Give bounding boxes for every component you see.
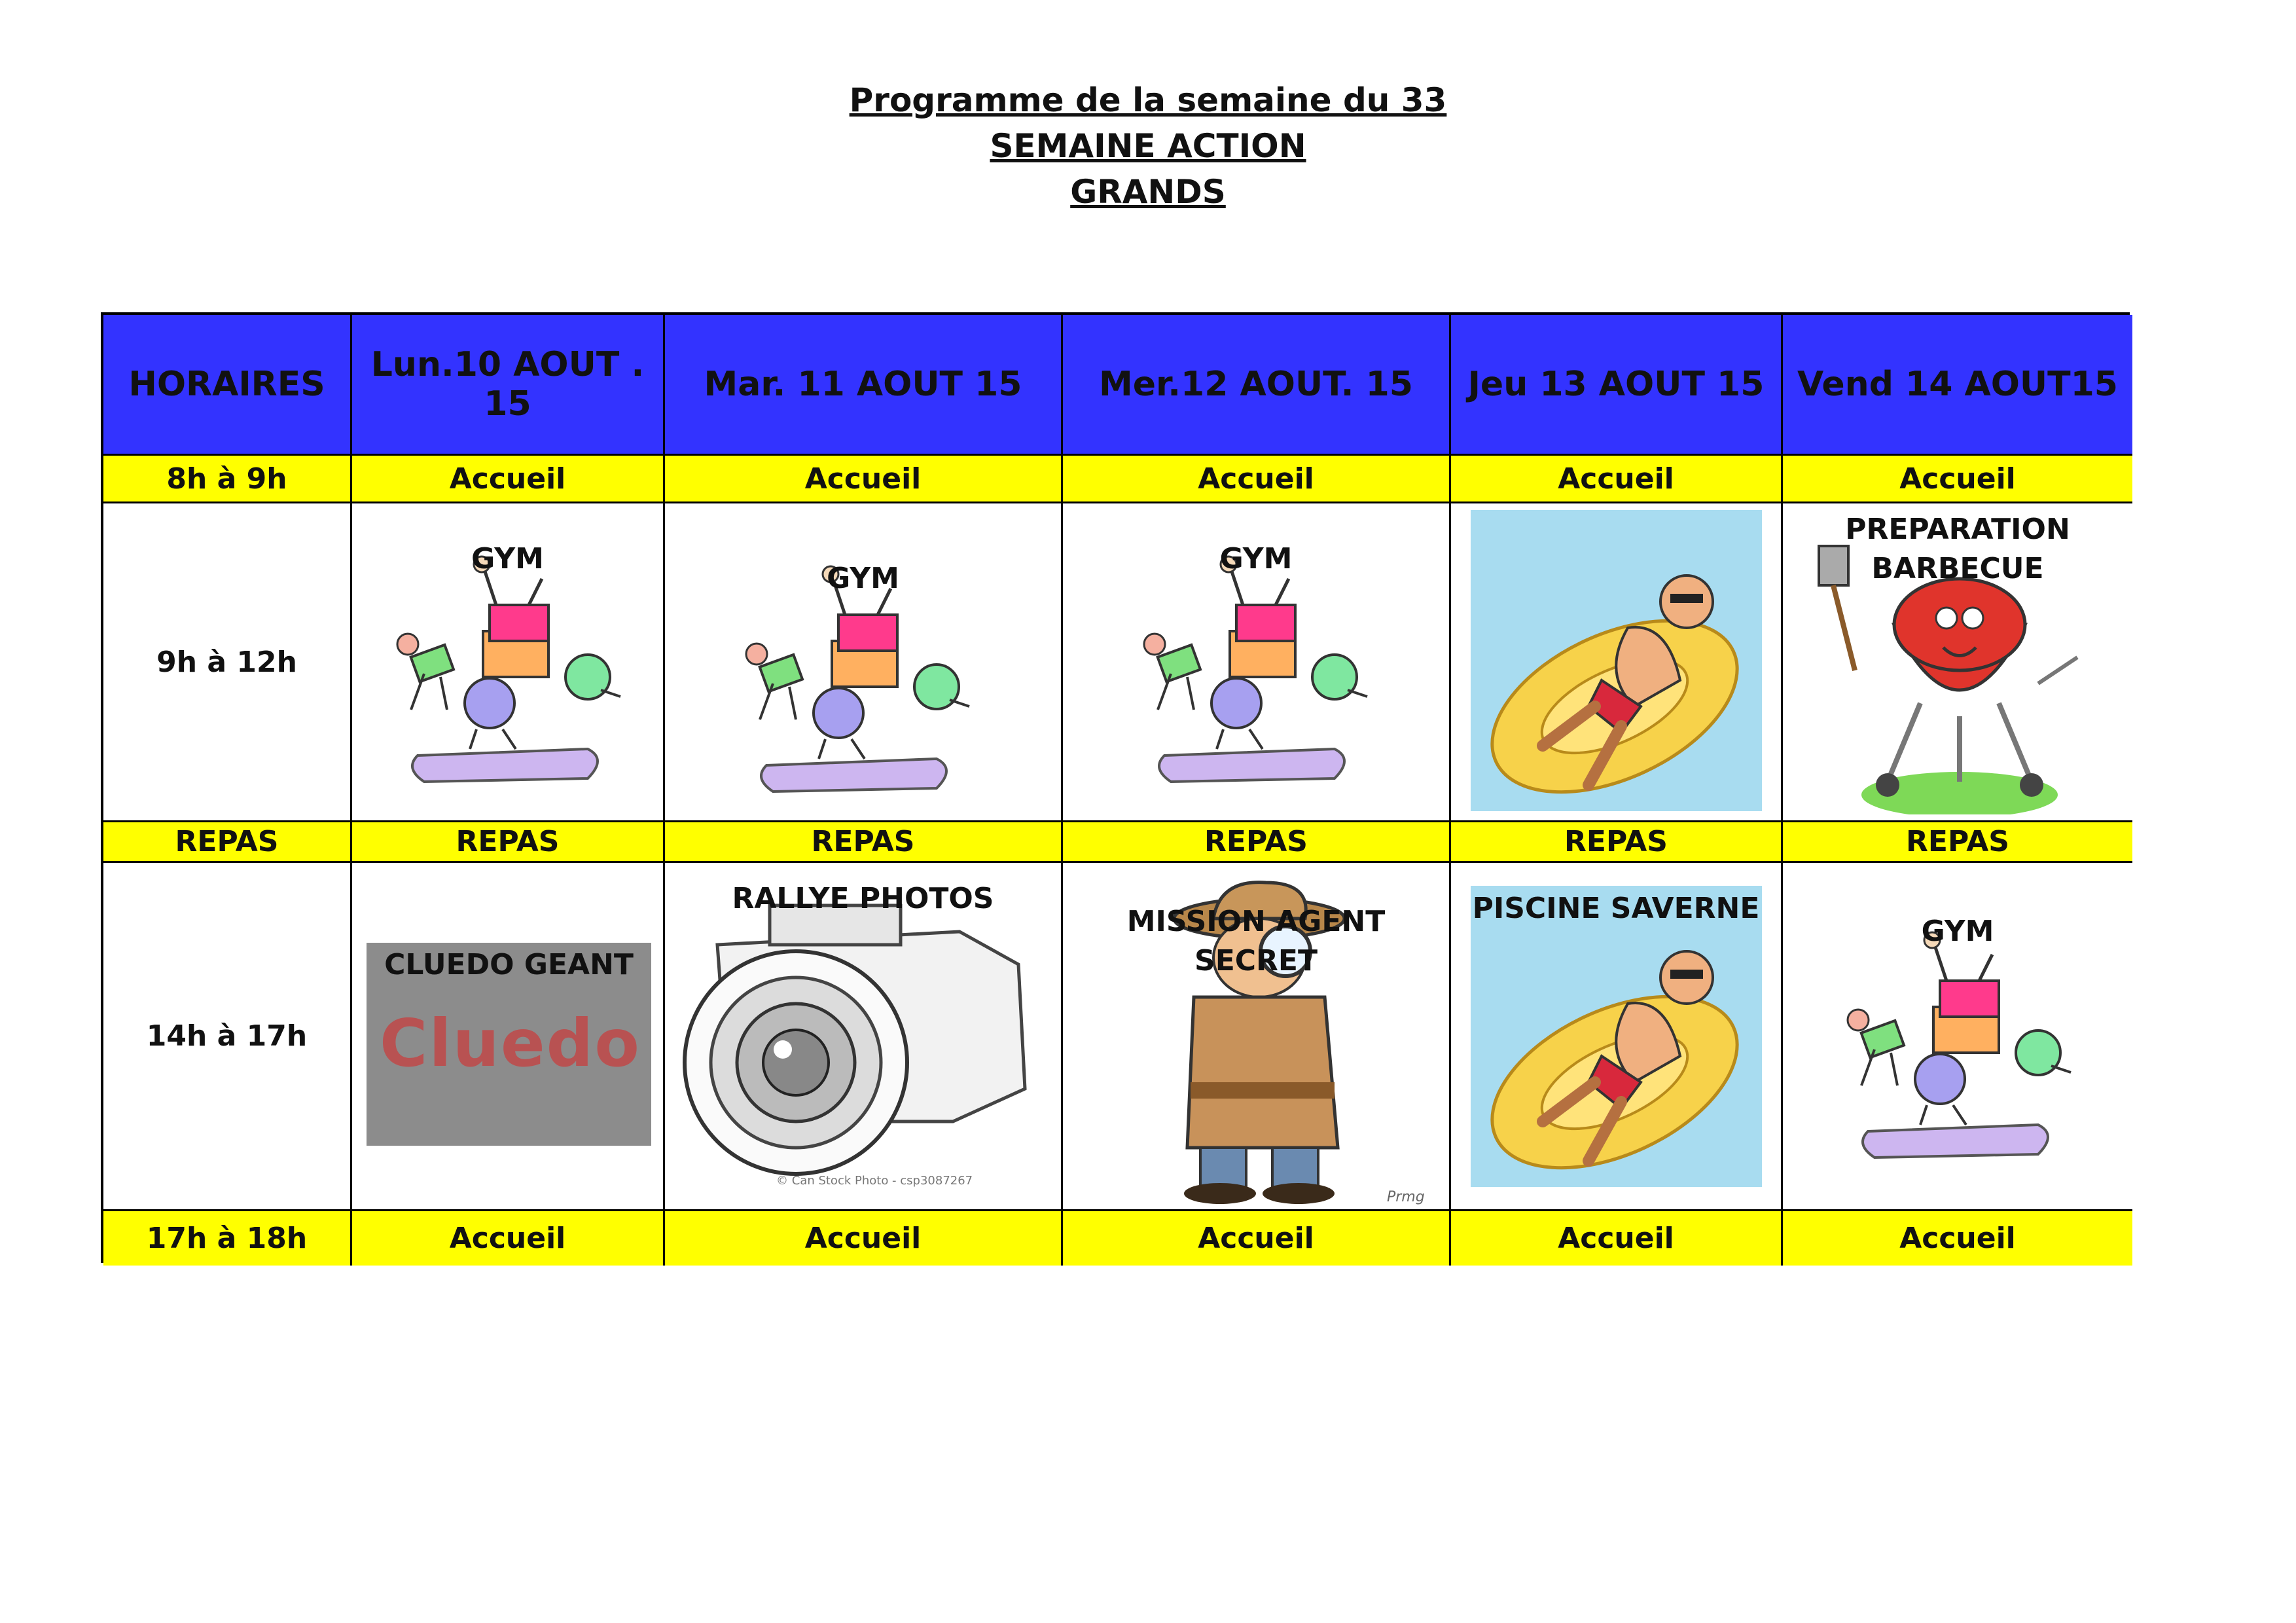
pool-float-icon xyxy=(1471,510,1762,811)
time-cell-14h: 14h à 17h xyxy=(103,863,352,1211)
accueil-cell: Accueil xyxy=(352,1211,665,1266)
repas-cell: REPAS xyxy=(1451,822,1783,863)
activity-label: GYM xyxy=(1921,915,1994,948)
accueil-cell: Accueil xyxy=(352,456,665,503)
repas-cell: REPAS xyxy=(665,822,1063,863)
time-cell-17h: 17h à 18h xyxy=(103,1211,352,1266)
activity-label: PREPARATION BARBECUE xyxy=(1845,513,2070,585)
header-cell-horaires: HORAIRES xyxy=(103,315,352,456)
repas-cell: REPAS xyxy=(1063,822,1451,863)
header-cell-tuesday: Mar. 11 AOUT 15 xyxy=(665,315,1063,456)
activity-label: CLUEDO GEANT xyxy=(384,948,634,981)
repas-cell: REPAS xyxy=(352,822,665,863)
activity-label: GYM xyxy=(827,562,899,595)
activity-cell-tuesday-afternoon xyxy=(665,863,1063,1211)
activity-cell-friday-afternoon xyxy=(1783,863,2132,1211)
time-cell-8h: 8h à 9h xyxy=(103,456,352,503)
activity-cell-monday-afternoon xyxy=(352,863,665,1211)
header-cell-monday: Lun.10 AOUT . 15 xyxy=(352,315,665,456)
header-cell-wednesday: Mer.12 AOUT. 15 xyxy=(1063,315,1451,456)
schedule-table xyxy=(101,312,2130,1263)
cluedo-logo: Cluedo xyxy=(380,1005,641,1082)
time-cell-9h: 9h à 12h xyxy=(103,503,352,822)
activity-cell-wednesday-afternoon xyxy=(1063,863,1451,1211)
gym-icon xyxy=(378,539,640,801)
activity-cell-tuesday-morning xyxy=(665,503,1063,822)
pool-float-icon xyxy=(1471,886,1762,1187)
page-title: Programme de la semaine du 33 xyxy=(849,81,1447,119)
accueil-cell: Accueil xyxy=(1063,456,1451,503)
activity-cell-thursday-afternoon xyxy=(1451,863,1783,1211)
camera-icon xyxy=(678,873,1051,1200)
camera-credit: © Can Stock Photo - csp3087267 xyxy=(776,1174,973,1188)
accueil-cell: Accueil xyxy=(1783,1211,2132,1266)
activity-label: GYM xyxy=(471,542,544,575)
activity-label: GYM xyxy=(1219,542,1293,575)
repas-cell: REPAS xyxy=(1783,822,2132,863)
accueil-cell: Accueil xyxy=(665,456,1063,503)
activity-cell-friday-morning xyxy=(1783,503,2132,822)
accueil-cell: Accueil xyxy=(1063,1211,1451,1266)
accueil-cell: Accueil xyxy=(665,1211,1063,1266)
header-cell-thursday: Jeu 13 AOUT 15 xyxy=(1451,315,1783,456)
activity-label: PISCINE SAVERNE xyxy=(1472,892,1760,925)
gym-icon xyxy=(1829,915,2090,1177)
repas-cell: REPAS xyxy=(103,822,352,863)
artist-signature: Prmg xyxy=(1387,1189,1425,1205)
activity-label: RALLYE PHOTOS xyxy=(732,882,994,915)
header-cell-friday: Vend 14 AOUT15 xyxy=(1783,315,2132,456)
activity-cell-monday-morning xyxy=(352,503,665,822)
page-subtitle: SEMAINE ACTION xyxy=(990,127,1306,165)
activity-cell-wednesday-morning xyxy=(1063,503,1451,822)
document-title-block xyxy=(0,77,2296,215)
activity-cell-thursday-morning xyxy=(1451,503,1783,822)
accueil-cell: Accueil xyxy=(1451,456,1783,503)
accueil-cell: Accueil xyxy=(1451,1211,1783,1266)
gym-icon xyxy=(1125,539,1387,801)
group-label: GRANDS xyxy=(1070,173,1226,211)
activity-label: MISSION AGENT SECRET xyxy=(1126,905,1386,977)
accueil-cell: Accueil xyxy=(1783,456,2132,503)
